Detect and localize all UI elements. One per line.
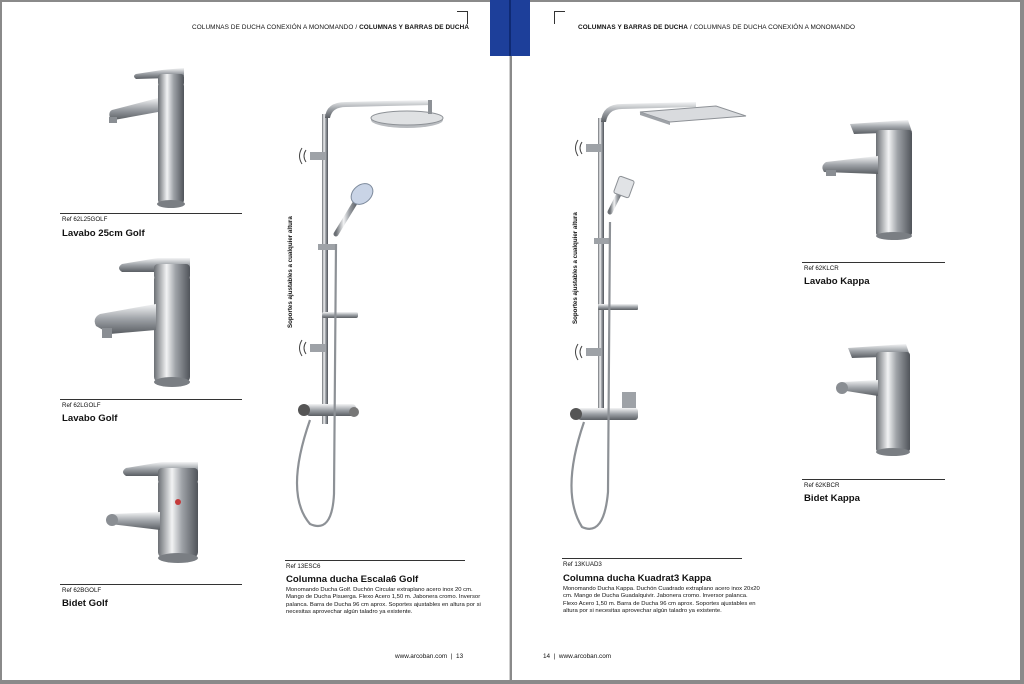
page-right [512, 2, 1020, 680]
product-name: Columna ducha Escala6 Golf [286, 574, 419, 585]
product-description: Monomando Ducha Golf. Duchón Circular extraplano acero inox 20 cm. Mango de Ducha Pisuerga. Flexo Acero 1,50 m. Jabonera cromo. Inversor palanca. Barra de Ducha 96 cm aprox. Soportes ajustables en altura por si necesitas aprovechar algún taladro ya existente. [286, 587, 481, 616]
ref-divider [562, 558, 742, 559]
faucet-lavabo-25cm-golf-image [92, 54, 222, 214]
page-header-left [192, 24, 469, 31]
product-name: Lavabo 25cm Golf [62, 228, 145, 239]
adjustable-supports-label: Soportes ajustables a cualquier altura [287, 216, 294, 328]
product-name: Lavabo Kappa [804, 276, 870, 287]
product-ref: Ref 62KLCR [804, 265, 839, 272]
page-number: 13 [456, 653, 464, 660]
header-category: / COLUMNAS DE DUCHA CONEXIÓN A MONOMANDO [687, 24, 856, 31]
page-footer-left [395, 653, 463, 660]
product-name: Columna ducha Kuadrat3 Kappa [563, 573, 712, 584]
faucet-lavabo-golf-image [82, 250, 222, 390]
page-left [2, 2, 510, 680]
product-name: Bidet Kappa [804, 493, 860, 504]
ref-divider [802, 262, 945, 263]
shower-column-kuadrat3-image [564, 92, 754, 537]
ref-divider [60, 399, 242, 400]
ref-divider [60, 213, 242, 214]
corner-mark [457, 11, 468, 24]
product-ref: Ref 13ESC6 [286, 563, 321, 570]
product-ref: Ref 62LGOLF [62, 402, 101, 409]
ref-divider [285, 560, 465, 561]
page-number: 14 [543, 653, 551, 660]
header-category-current: COLUMNAS Y BARRAS DE DUCHA [359, 24, 470, 31]
footer-separator: | [553, 653, 556, 660]
faucet-bidet-golf-image [102, 454, 212, 566]
product-name: Bidet Golf [62, 598, 108, 609]
ref-divider [60, 584, 242, 585]
section-tab-marker [490, 0, 530, 56]
product-name: Lavabo Golf [62, 413, 118, 424]
product-ref: Ref 62KBCR [804, 482, 840, 489]
ref-divider [802, 479, 945, 480]
product-ref: Ref 62BGOLF [62, 587, 102, 594]
footer-url[interactable]: www.arcoban.com [395, 653, 448, 660]
page-header-right [578, 24, 855, 31]
adjustable-supports-label: Soportes ajustables a cualquier altura [572, 212, 579, 324]
product-ref: Ref 13KUAD3 [563, 561, 602, 568]
product-ref: Ref 62L25GOLF [62, 216, 108, 223]
faucet-bidet-kappa-image [830, 340, 940, 460]
product-description: Monomando Ducha Kappa. Duchón Cuadrado extraplano acero inox 20x20 cm. Mango de Ducha Guadalquivir. Jabonera cromo. Inversor palanca. Flexo Acero 1,50 m. Barra de Ducha 96 cm aprox. Soportes ajustables en altura por si necesitas aprovechar algún taladro ya existente. [563, 586, 760, 615]
corner-mark [554, 11, 565, 24]
page-footer-right [543, 653, 611, 660]
faucet-lavabo-kappa-image [812, 110, 942, 250]
header-category: COLUMNAS DE DUCHA CONEXIÓN A MONOMANDO / [192, 24, 360, 31]
header-category-current: COLUMNAS Y BARRAS DE DUCHA [578, 24, 688, 31]
shower-column-escala6-image [292, 94, 442, 534]
footer-url[interactable]: www.arcoban.com [558, 653, 612, 660]
footer-separator: | [450, 653, 453, 660]
